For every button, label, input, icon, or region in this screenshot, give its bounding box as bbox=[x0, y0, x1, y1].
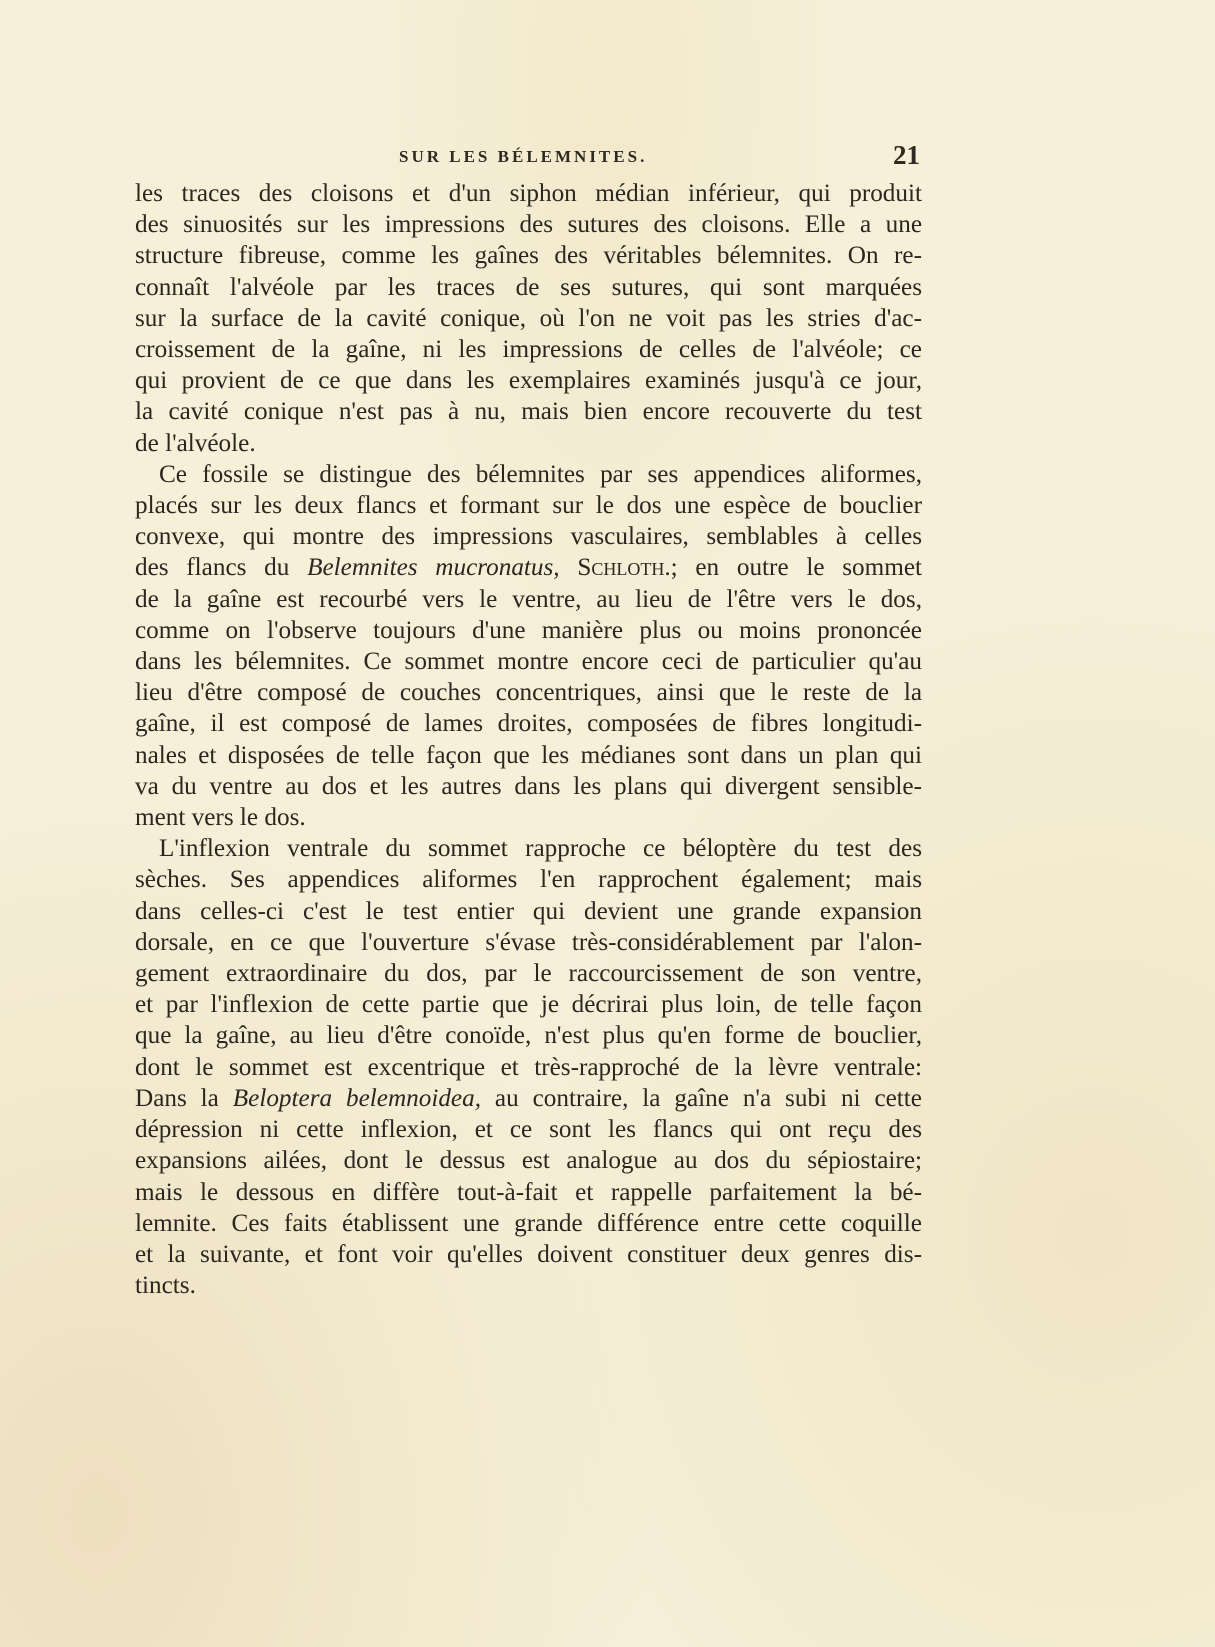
text-line: nales et disposées de telle façon que les médianes sont dans un plan qui bbox=[135, 741, 922, 769]
text-line: lemnite. Ces faits établissent une grande différence entre cette coquille bbox=[135, 1209, 922, 1237]
text-line: que la gaîne, au lieu d'être conoïde, n'est plus qu'en forme de bouclier, bbox=[135, 1022, 922, 1050]
text-line: dans celles-ci c'est le test entier qui devient une grande expansion bbox=[135, 897, 922, 925]
text-line: tincts. bbox=[135, 1272, 196, 1300]
text-line: ment vers le dos. bbox=[135, 804, 306, 832]
text-line: les traces des cloisons et d'un siphon médian inférieur, qui produit bbox=[135, 180, 922, 207]
text-line: L'inflexion ventrale du sommet rapproche ce béloptère du test des bbox=[159, 835, 922, 863]
body-text bbox=[135, 178, 922, 1301]
text-line: qui provient de ce que dans les exemplaires examinés jusqu'à ce jour, bbox=[135, 367, 922, 395]
text-line: comme on l'observe toujours d'une manière plus ou moins prononcée bbox=[135, 616, 922, 644]
text-line: de l'alvéole. bbox=[135, 429, 256, 457]
running-title: SUR LES BÉLEMNITES. bbox=[399, 147, 648, 166]
text-line: sur la surface de la cavité conique, où l'on ne voit pas les stries d'ac- bbox=[135, 304, 922, 332]
text-line: dans les bélemnites. Ce sommet montre encore ceci de particulier qu'au bbox=[135, 648, 922, 676]
text-line: Dans la Beloptera belemnoidea, au contraire, la gaîne n'a subi ni cette bbox=[135, 1084, 922, 1112]
text-line: dépression ni cette inflexion, et ce sont les flancs qui ont reçu des bbox=[135, 1116, 922, 1144]
text-line: expansions ailées, dont le dessus est analogue au dos du sépiostaire; bbox=[135, 1147, 922, 1175]
text-line: gement extraordinaire du dos, par le raccourcissement de son ventre, bbox=[135, 960, 922, 988]
paragraph-1 bbox=[135, 178, 922, 459]
text-line: connaît l'alvéole par les traces de ses sutures, qui sont marquées bbox=[135, 273, 922, 301]
text-line: des sinuosités sur les impressions des sutures des cloisons. Elle a une bbox=[135, 211, 922, 239]
text-line: structure fibreuse, comme les gaînes des véritables bélemnites. On re- bbox=[135, 242, 922, 270]
text-line: va du ventre au dos et les autres dans les plans qui divergent sensible- bbox=[135, 772, 922, 800]
text-line: lieu d'être composé de couches concentriques, ainsi que le reste de la bbox=[135, 679, 922, 707]
text-line: sèches. Ses appendices aliformes l'en rapprochent également; mais bbox=[135, 866, 922, 894]
text-line: la cavité conique n'est pas à nu, mais bien encore recouverte du test bbox=[135, 398, 922, 426]
paragraph-2 bbox=[135, 459, 922, 833]
text-line: Ce fossile se distingue des bélemnites par ses appendices aliformes, bbox=[159, 460, 922, 488]
paragraph-3 bbox=[135, 833, 922, 1301]
text-line: dorsale, en ce que l'ouverture s'évase très-considérablement par l'alon- bbox=[135, 928, 922, 956]
text-line: mais le dessous en diffère tout-à-fait et rappelle parfaitement la bé- bbox=[135, 1178, 922, 1206]
text-line: des flancs du Belemnites mucronatus, Schloth.; en outre le sommet bbox=[135, 554, 922, 582]
text-line: et par l'inflexion de cette partie que je décrirai plus loin, de telle façon bbox=[135, 991, 922, 1019]
text-line: gaîne, il est composé de lames droites, composées de fibres longitudi- bbox=[135, 710, 922, 738]
text-line: placés sur les deux flancs et formant sur le dos une espèce de bouclier bbox=[135, 492, 922, 520]
page-header bbox=[135, 140, 920, 172]
text-line: convexe, qui montre des impressions vasculaires, semblables à celles bbox=[135, 523, 922, 551]
text-line: et la suivante, et font voir qu'elles doivent constituer deux genres dis- bbox=[135, 1240, 922, 1268]
text-line: dont le sommet est excentrique et très-rapproché de la lèvre ventrale: bbox=[135, 1053, 922, 1081]
text-line: de la gaîne est recourbé vers le ventre, au lieu de l'être vers le dos, bbox=[135, 585, 922, 613]
text-line: croissement de la gaîne, ni les impressions de celles de l'alvéole; ce bbox=[135, 336, 922, 364]
page-number: 21 bbox=[893, 140, 920, 170]
